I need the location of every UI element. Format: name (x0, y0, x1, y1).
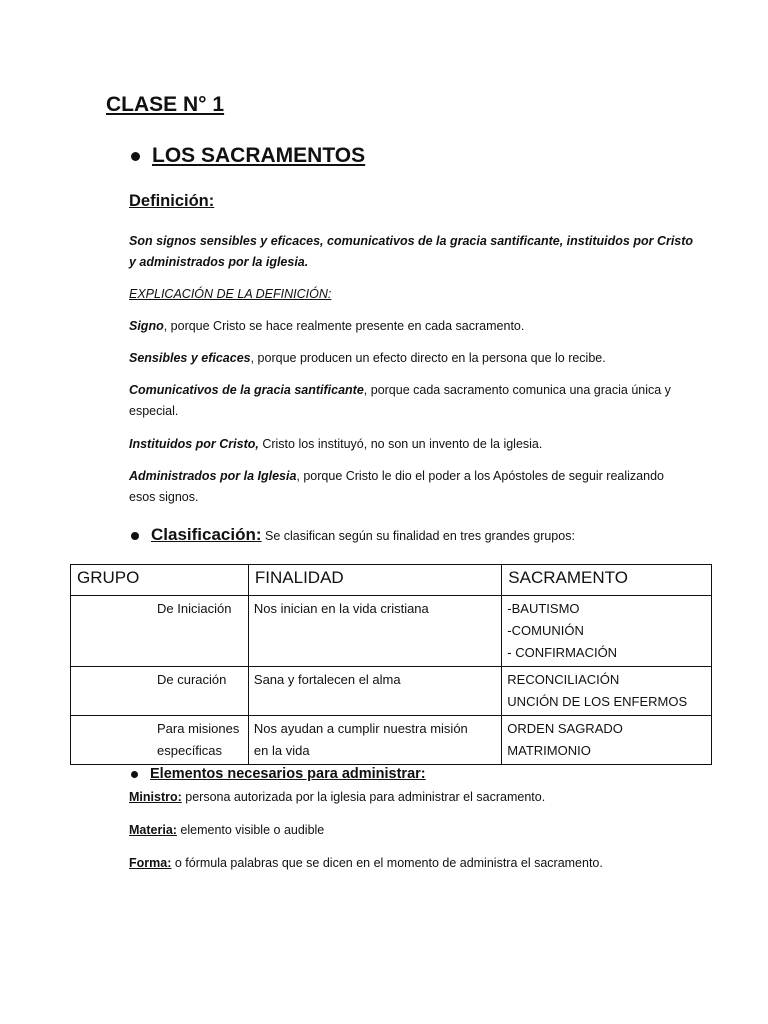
sacrament-item: MATRIMONIO (507, 743, 591, 758)
item-text: , porque Cristo le dio el poder a los Apóstoles de seguir realizando (296, 469, 664, 483)
item-text-continued: esos signos. (129, 490, 199, 504)
grupo-line: Para misiones (157, 721, 240, 736)
bullet-icon (131, 532, 139, 540)
definition-line-1: Son signos sensibles y eficaces, comunicativos de la gracia santificante, instituidos por Cristo (129, 234, 694, 248)
table-header-row (71, 565, 712, 596)
element-text: o fórmula palabras que se dicen en el momento de administra el sacramento. (171, 856, 603, 870)
explanation-item-instituidos (129, 434, 542, 455)
table-cell-sacramento (502, 716, 712, 765)
sacrament-item: - CONFIRMACIÓN (507, 645, 618, 660)
classification-text: Se clasifican según su finalidad en tres grandes grupos: (261, 529, 575, 543)
element-term: Ministro: (129, 790, 182, 804)
definition-heading: Definición: (129, 192, 215, 210)
elements-heading-text: Elementos necesarios para administrar: (150, 766, 426, 782)
table-cell-grupo: De Iniciación (71, 596, 249, 667)
classification-label: Clasificación: (151, 525, 262, 544)
table-header-grupo: GRUPO (71, 565, 249, 596)
definition-line-2: y administrados por la iglesia. (129, 255, 309, 269)
table-cell-grupo (71, 716, 249, 765)
page-title: CLASE N° 1 (106, 93, 225, 116)
sacrament-item: RECONCILIACIÓN (507, 672, 620, 687)
sacrament-item: -BAUTISMO (507, 601, 580, 616)
explanation-heading: EXPLICACIÓN DE LA DEFINICIÓN: (129, 287, 332, 301)
element-ministro (129, 790, 545, 804)
sacrament-item: ORDEN SAGRADO (507, 721, 623, 736)
item-term: Instituidos por Cristo, (129, 437, 259, 451)
section-heading-text: LOS SACRAMENTOS (152, 144, 366, 167)
table-cell-sacramento (502, 596, 712, 667)
item-text-continued: especial. (129, 404, 179, 418)
explanation-item-signo (129, 316, 524, 337)
classification-heading (131, 525, 575, 545)
table-cell-sacramento (502, 667, 712, 716)
item-text: , porque cada sacramento comunica una gracia única y (363, 383, 671, 397)
item-term: Sensibles y eficaces (129, 351, 251, 365)
item-text: , porque producen un efecto directo en la persona que lo recibe. (250, 351, 606, 365)
grupo-line: específicas (157, 743, 223, 758)
explanation-item-administrados (129, 466, 664, 508)
table-header-sacramento: SACRAMENTO (502, 565, 712, 596)
table-row (71, 596, 712, 667)
element-forma (129, 856, 603, 870)
table-header-finalidad: FINALIDAD (248, 565, 501, 596)
sacrament-item: UNCIÓN DE LOS ENFERMOS (507, 694, 688, 709)
bullet-icon (131, 771, 138, 778)
element-text: elemento visible o audible (176, 823, 325, 837)
table-row (71, 667, 712, 716)
bullet-icon (131, 152, 140, 161)
sacrament-item: -COMUNIÓN (507, 623, 584, 638)
table-cell-finalidad: Nos inician en la vida cristiana (248, 596, 501, 667)
item-term: Administrados por la Iglesia (129, 469, 297, 483)
element-materia (129, 823, 324, 837)
table-row (71, 716, 712, 765)
element-text: persona autorizada por la iglesia para administrar el sacramento. (181, 790, 546, 804)
finalidad-line: en la vida (253, 743, 310, 758)
item-term: Signo (129, 319, 164, 333)
elements-heading (131, 766, 426, 782)
definition-text (129, 231, 693, 273)
table-cell-finalidad: Sana y fortalecen el alma (248, 667, 501, 716)
table-cell-finalidad (248, 716, 501, 765)
explanation-item-comunicativos (129, 380, 671, 422)
element-term: Materia: (129, 823, 177, 837)
sacraments-table (70, 564, 712, 765)
item-text: Cristo los instituyó, no son un invento de la iglesia. (258, 437, 543, 451)
section-heading (131, 144, 365, 168)
element-term: Forma: (129, 856, 172, 870)
finalidad-line: Nos ayudan a cumplir nuestra misión (253, 721, 468, 736)
explanation-item-sensibles (129, 348, 606, 369)
item-term: Comunicativos de la gracia santificante (129, 383, 364, 397)
item-text: , porque Cristo se hace realmente presente en cada sacramento. (163, 319, 525, 333)
table-cell-grupo: De curación (71, 667, 249, 716)
